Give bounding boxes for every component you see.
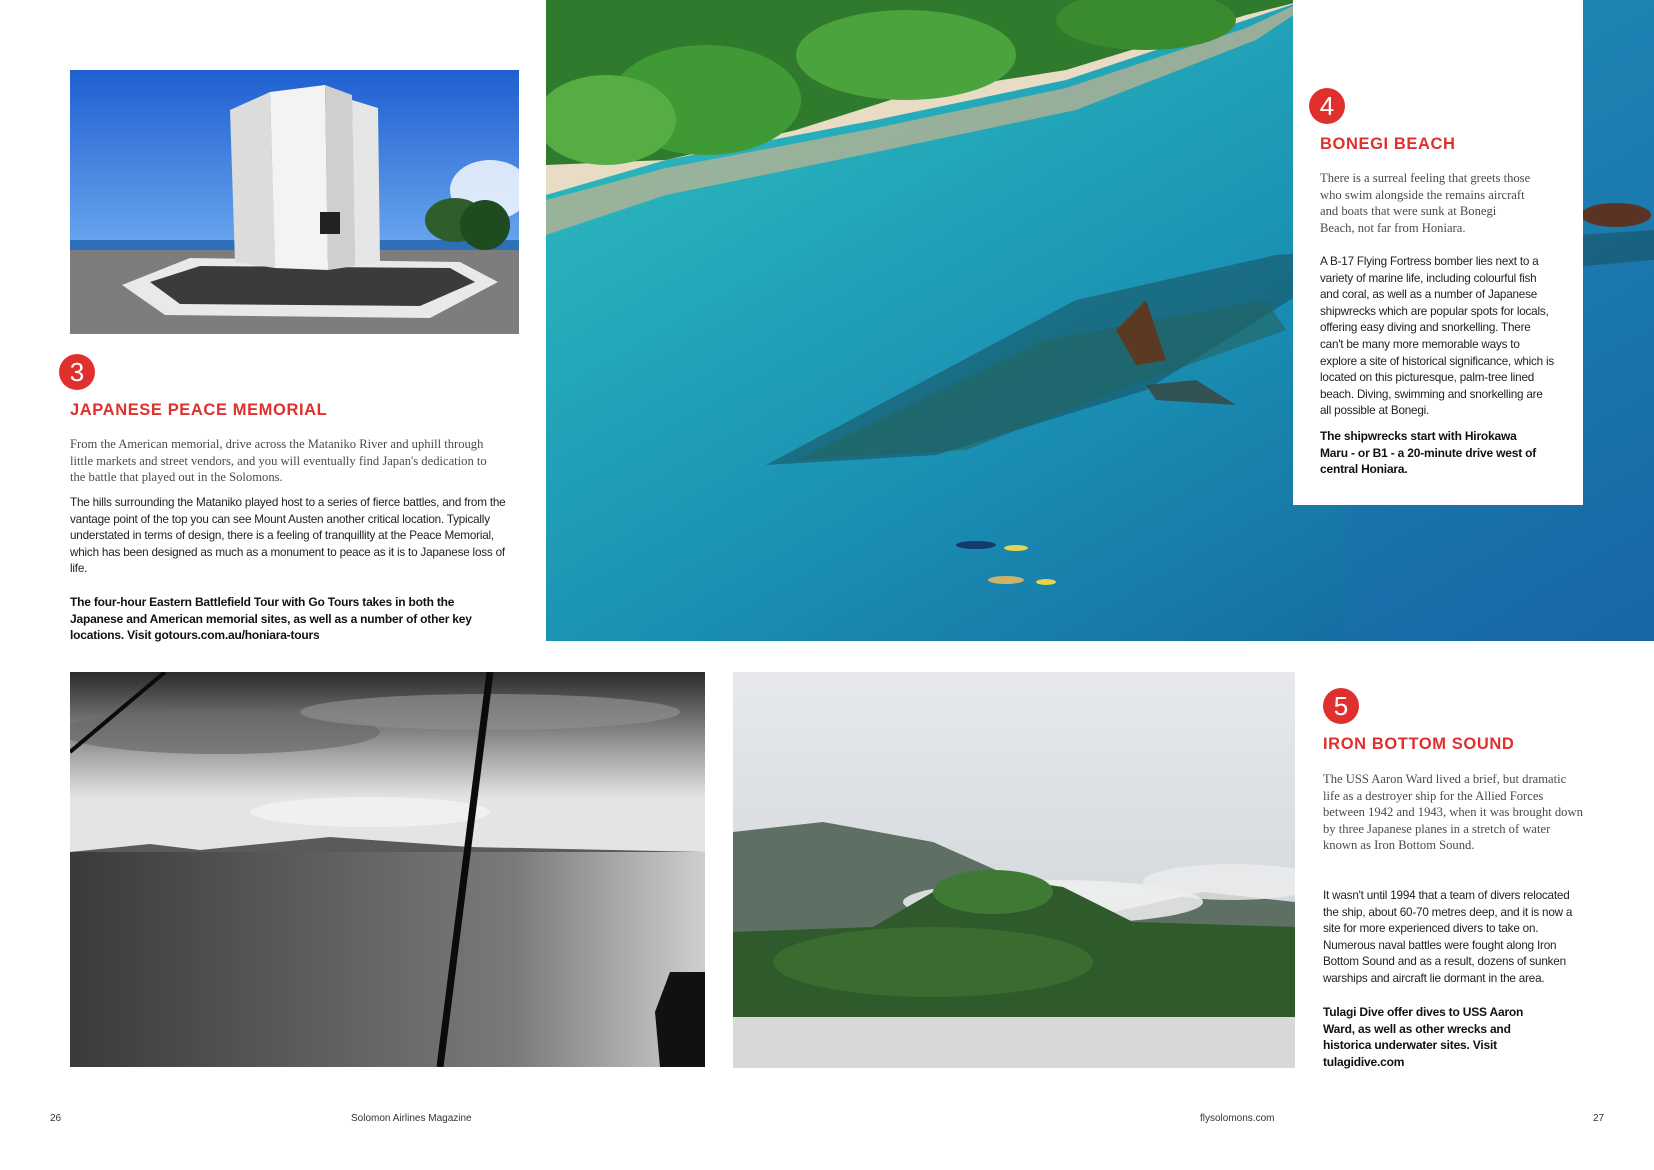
section-intro: From the American memorial, drive across the Mataniko River and uphill through little markets and street vendors, and you will eventually find Japan's dedication to the battle that played out in the Solomons. [70,437,487,485]
section-highlight: The four-hour Eastern Battlefield Tour with Go Tours takes in both the Japanese and American memorial sites, as well as a number of other key locations. Visit gotours.com.au/honiara-tours [70,595,472,643]
iron-bottom-sound-photo [733,672,1295,1068]
section-highlight: Tulagi Dive offer dives to USS Aaron Ward, as well as other wrecks and historica underwater sites. Visit tulagidive.com [1323,1005,1524,1069]
section-highlight: The shipwrecks start with Hirokawa Maru - or B1 - a 20-minute drive west of central Honiara. [1320,429,1537,477]
right-running-title: flysolomons.com [1200,1113,1275,1124]
left-running-title: Solomon Airlines Magazine [351,1113,472,1124]
section-body: The hills surrounding the Mataniko played host to a series of fierce battles, and from the vantage point of the top you can see Mount Austen another critical location. Typically understated in terms of design, there is a feeling of tranquillity at the Peace Memorial, which has been designed as much as a monument to peace as it is to Japanese loss of life. [70,496,506,576]
section-number-badge: 4 [1309,88,1345,124]
section-number-badge: 3 [59,354,95,390]
section-heading: IRON BOTTOM SOUND [1323,735,1515,753]
section-number-badge: 5 [1323,688,1359,724]
section-intro: There is a surreal feeling that greets those who swim alongside the remains aircraft and boats that were sunk at Bonegi Beach, not far from Honiara. [1320,171,1531,235]
left-page-number: 26 [50,1113,62,1124]
peace-memorial-photo [70,70,519,334]
section-heading: BONEGI BEACH [1320,135,1456,153]
right-page-number: 27 [1593,1113,1605,1124]
section-heading: JAPANESE PEACE MEMORIAL [70,401,328,419]
section-body: It wasn't until 1994 that a team of divers relocated the ship, about 60-70 metres deep, and it is now a site for more experienced divers to take on. Numerous naval battles were fought along Iron Bottom Sound and as a result, dozens of sunken warships and aircraft lie dormant in the area. [1323,889,1573,985]
section-intro: The USS Aaron Ward lived a brief, but dramatic life as a destroyer ship for the Allied Forces between 1942 and 1943, when it was brought down by three Japanese planes in a stretch of water known as Iron Bottom Sound. [1323,772,1583,853]
section-body: A B-17 Flying Fortress bomber lies next to a variety of marine life, including colourful fish and coral, as well as a number of Japanese shipwrecks which are popular spots for locals, offering easy diving and snorkelling. There can't be many more memorable ways to explore a site of historical significance, which is located on this picturesque, palm-tree lined beach. Diving, swimming and snorkelling are all possible at Bonegi. [1320,255,1555,418]
historic-sea-photo [70,672,705,1067]
